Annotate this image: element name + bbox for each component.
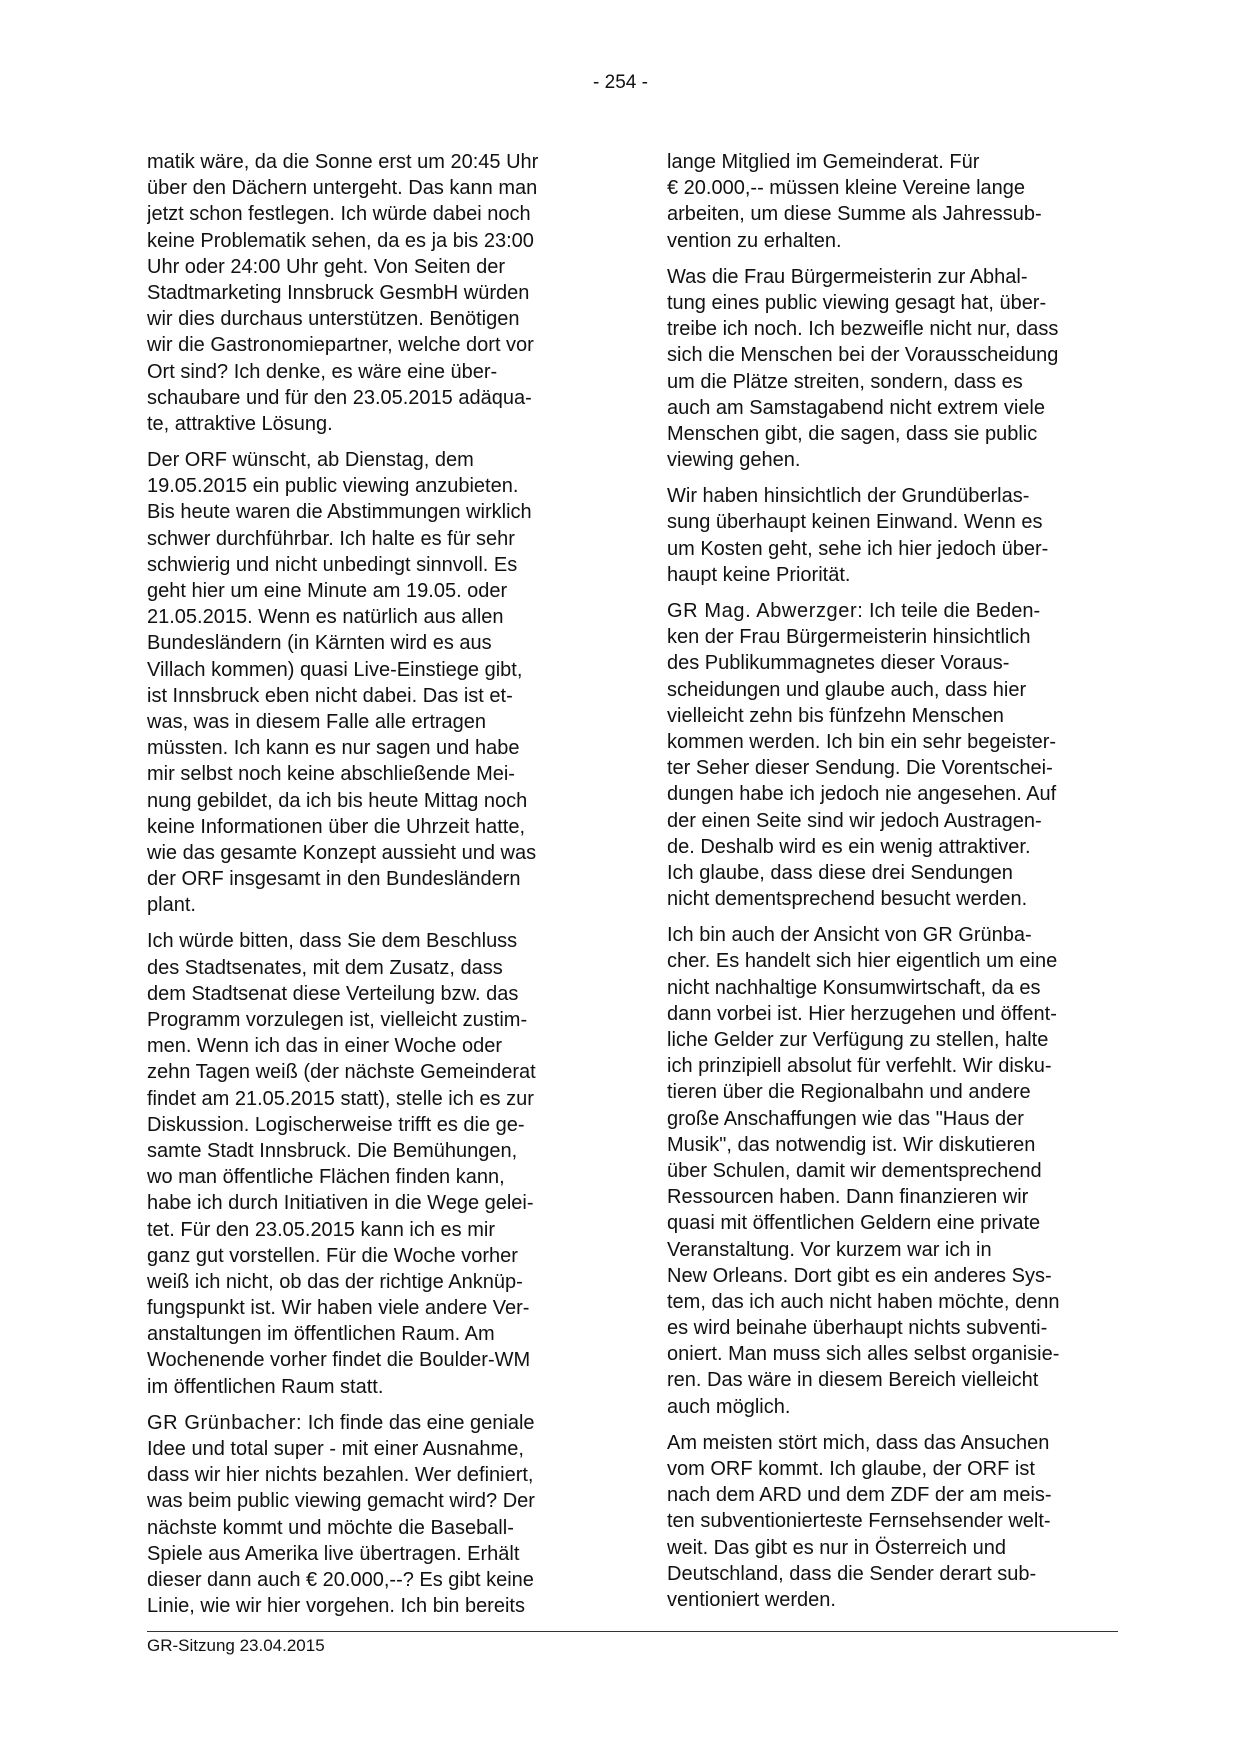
text-line: des Stadtsenates, mit dem Zusatz, dass xyxy=(147,956,503,979)
text-line: dieser dann auch € 20.000,--? Es gibt keine xyxy=(147,1568,534,1591)
text-line: ken der Frau Bürgermeisterin hinsichtlich xyxy=(667,626,1031,649)
text-line: Was die Frau Bürgermeisterin zur Abhal- xyxy=(667,265,1028,288)
text-line: cher. Es handelt sich hier eigentlich um eine xyxy=(667,950,1058,973)
text-line: Diskussion. Logischerweise trifft es die ge- xyxy=(147,1113,525,1136)
text-line: Veranstaltung. Vor kurzem war ich in xyxy=(667,1238,992,1261)
text-line: Am meisten stört mich, dass das Ansuchen xyxy=(667,1431,1050,1454)
text-line: ventioniert werden. xyxy=(667,1588,836,1611)
text-line: Ich bin auch der Ansicht von GR Grünba- xyxy=(667,924,1032,947)
text-line: men. Wenn ich das in einer Woche oder xyxy=(147,1035,503,1058)
text-line: Ort sind? Ich denke, es wäre eine über- xyxy=(147,360,498,383)
paragraph-lines xyxy=(147,1436,602,1619)
text-line: nach dem ARD und dem ZDF der am meis- xyxy=(667,1484,1052,1507)
text-line: schwer durchführbar. Ich halte es für sehr xyxy=(147,527,515,550)
text-line: schwierig und nicht unbedingt sinnvoll. Es xyxy=(147,553,518,576)
text-line: wir dies durchaus unterstützen. Benötigen xyxy=(147,308,520,331)
text-line: Linie, wie wir hier vorgehen. Ich bin bereits xyxy=(147,1595,525,1618)
text-line: nicht dementsprechend besucht werden. xyxy=(667,888,1028,911)
speaker-name: GR Mag. Abwerzger: xyxy=(667,600,864,622)
text-line: vielleicht zehn bis fünfzehn Menschen xyxy=(667,704,1004,727)
text-line: de. Deshalb wird es ein wenig attraktiver. xyxy=(667,835,1031,858)
text-line: plant. xyxy=(147,894,196,917)
paragraph xyxy=(667,922,1122,1420)
text-line: geht hier um eine Minute am 19.05. oder xyxy=(147,580,508,602)
text-line: Menschen gibt, die sagen, dass sie public xyxy=(667,422,1038,445)
text-line: ten subventionierteste Fernsehsender welt- xyxy=(667,1510,1051,1533)
text-line: Wir haben hinsichtlich der Grundüberlas- xyxy=(667,485,1030,508)
page-number: - 254 - xyxy=(593,72,648,93)
text-line: müssten. Ich kann es nur sagen und habe xyxy=(147,737,520,760)
text-line: tem, das ich auch nicht haben möchte, denn xyxy=(667,1290,1060,1313)
text-line: tieren über die Regionalbahn und andere xyxy=(667,1081,1031,1104)
text-line xyxy=(667,598,1122,624)
paragraph-lines xyxy=(667,624,1122,912)
text-line: treibe ich noch. Ich bezweifle nicht nur, dass xyxy=(667,318,1059,341)
text-line: arbeiten, um diese Summe als Jahressub- xyxy=(667,203,1042,226)
text-line: um Kosten geht, sehe ich hier jedoch über- xyxy=(667,537,1049,560)
text-line: viewing gehen. xyxy=(667,449,801,472)
text-line: nung gebildet, da ich bis heute Mittag noch xyxy=(147,789,528,812)
text-line: ter Seher dieser Sendung. Die Vorentschei- xyxy=(667,757,1053,780)
text-line: matik wäre, da die Sonne erst um 20:45 Uhr xyxy=(147,151,539,173)
text-line: dann vorbei ist. Hier herzugehen und öffent- xyxy=(667,1002,1057,1025)
paragraph xyxy=(147,928,602,1399)
text-line: Programm vorzulegen ist, vielleicht zustim- xyxy=(147,1009,528,1031)
text-line: im öffentlichen Raum statt. xyxy=(147,1375,384,1398)
text-line: was, was in diesem Falle alle ertragen xyxy=(147,710,487,733)
text-line: Deutschland, dass die Sender derart sub- xyxy=(667,1562,1037,1585)
text-line: habe ich durch Initiativen in die Wege gelei- xyxy=(147,1192,534,1215)
text-line: Villach kommen) quasi Live-Einstiege gibt, xyxy=(147,658,523,681)
right-column xyxy=(667,149,1122,1623)
text-line: Musik", das notwendig ist. Wir diskutieren xyxy=(667,1133,1036,1156)
text-line: weit. Das gibt es nur in Österreich und xyxy=(667,1536,1007,1559)
text-line: ich prinzipiell absolut für verfehlt. Wir disku- xyxy=(667,1055,1052,1078)
text-line: kommen werden. Ich bin ein sehr begeister- xyxy=(667,730,1057,753)
text-line: Bis heute waren die Abstimmungen wirklich xyxy=(147,501,532,524)
paragraph xyxy=(667,1430,1122,1613)
text-line: te, attraktive Lösung. xyxy=(147,412,333,435)
text-line: nicht nachhaltige Konsumwirtschaft, da es xyxy=(667,976,1041,999)
text-line: 19.05.2015 ein public viewing anzubieten. xyxy=(147,475,519,498)
text-line: jetzt schon festlegen. Ich würde dabei noch xyxy=(147,203,531,226)
text-line: wie das gesamte Konzept aussieht und was xyxy=(147,841,537,864)
paragraph xyxy=(667,264,1122,474)
left-column xyxy=(147,149,602,1629)
speaker-paragraph xyxy=(147,1410,602,1620)
text-line: tung eines public viewing gesagt hat, über- xyxy=(667,291,1047,314)
text-line: 21.05.2015. Wenn es natürlich aus allen xyxy=(147,606,504,629)
text-line: der ORF insgesamt in den Bundesländern xyxy=(147,868,521,891)
text-line: nächste kommt und möchte die Baseball- xyxy=(147,1516,514,1539)
text-line: anstaltungen im öffentlichen Raum. Am xyxy=(147,1323,495,1346)
text-line: wir die Gastronomiepartner, welche dort vor xyxy=(147,334,534,357)
text-line: Stadtmarketing Innsbruck GesmbH würden xyxy=(147,281,530,304)
text-line: keine Problematik sehen, da es ja bis 23:00 xyxy=(147,229,534,252)
line-text: Ich teile die Beden- xyxy=(863,600,1041,622)
text-line: mir selbst noch keine abschließende Mei- xyxy=(147,763,515,786)
speaker-paragraph xyxy=(667,598,1122,912)
text-line: Uhr oder 24:00 Uhr geht. Von Seiten der xyxy=(147,255,506,278)
text-line: ist Innsbruck eben nicht dabei. Das ist et- xyxy=(147,684,513,707)
text-line: Der ORF wünscht, ab Dienstag, dem xyxy=(147,449,474,472)
text-line: Ich glaube, dass diese drei Sendungen xyxy=(667,861,1013,884)
text-line: samte Stadt Innsbruck. Die Bemühungen, xyxy=(147,1139,518,1162)
text-line: schaubare und für den 23.05.2015 adäqua- xyxy=(147,386,532,409)
text-line: wo man öffentliche Flächen finden kann, xyxy=(147,1166,505,1189)
text-line: liche Gelder zur Verfügung zu stellen, halte xyxy=(667,1029,1049,1051)
paragraph xyxy=(147,149,602,437)
text-line xyxy=(147,1410,602,1436)
text-line: vom ORF kommt. Ich glaube, der ORF ist xyxy=(667,1458,1035,1480)
paragraph xyxy=(667,149,1122,254)
text-line: tet. Für den 23.05.2015 kann ich es mir xyxy=(147,1218,495,1241)
text-line: scheidungen und glaube auch, dass hier xyxy=(667,678,1027,701)
text-line: auch möglich. xyxy=(667,1395,791,1418)
text-line: des Publikummagnetes dieser Voraus- xyxy=(667,652,1010,675)
text-line: zehn Tagen weiß (der nächste Gemeinderat xyxy=(147,1061,536,1084)
text-line: ganz gut vorstellen. Für die Woche vorher xyxy=(147,1244,518,1267)
text-line: findet am 21.05.2015 statt), stelle ich es zur xyxy=(147,1087,534,1110)
speaker-name: GR Grünbacher: xyxy=(147,1411,303,1434)
text-line: Bundesländern (in Kärnten wird es aus xyxy=(147,632,492,655)
text-line: über Schulen, damit wir dementsprechend xyxy=(667,1159,1042,1182)
text-line: auch am Samstagabend nicht extrem viele xyxy=(667,396,1045,419)
text-line: Idee und total super - mit einer Ausnahme, xyxy=(147,1438,524,1460)
text-line: der einen Seite sind wir jedoch Austragen- xyxy=(667,809,1042,832)
footer-session-label: GR-Sitzung 23.04.2015 xyxy=(147,1636,325,1655)
text-line: um die Plätze streiten, sondern, dass es xyxy=(667,370,1023,393)
footer-divider xyxy=(147,1631,1118,1632)
text-line: New Orleans. Dort gibt es ein anderes Sys- xyxy=(667,1264,1052,1287)
text-line: lange Mitglied im Gemeinderat. Für xyxy=(667,151,980,173)
text-line: keine Informationen über die Uhrzeit hatte, xyxy=(147,815,525,838)
text-line: dass wir hier nichts bezahlen. Wer definiert, xyxy=(147,1464,534,1487)
text-line: Ich würde bitten, dass Sie dem Beschluss xyxy=(147,930,518,953)
text-line: es wird beinahe überhaupt nichts subventi- xyxy=(667,1317,1048,1340)
text-line: ren. Das wäre in diesem Bereich vielleicht xyxy=(667,1369,1039,1392)
text-line: große Anschaffungen wie das "Haus der xyxy=(667,1107,1024,1130)
paragraph xyxy=(147,447,602,918)
text-line: was beim public viewing gemacht wird? Der xyxy=(147,1490,535,1513)
text-line: quasi mit öffentlichen Geldern eine private xyxy=(667,1212,1041,1235)
text-line: Spiele aus Amerika live übertragen. Erhält xyxy=(147,1542,520,1565)
text-line: Ressourcen haben. Dann finanzieren wir xyxy=(667,1186,1029,1209)
text-line: fungspunkt ist. Wir haben viele andere Ver- xyxy=(147,1297,530,1320)
text-line: dem Stadtsenat diese Verteilung bzw. das xyxy=(147,982,519,1005)
text-line: weiß ich nicht, ob das der richtige Anknüp- xyxy=(147,1270,523,1293)
text-line: € 20.000,-- müssen kleine Vereine lange xyxy=(667,177,1026,200)
paragraph xyxy=(667,483,1122,588)
line-text: Ich finde das eine geniale xyxy=(302,1411,535,1434)
text-line: oniert. Man muss sich alles selbst organisie- xyxy=(667,1343,1060,1366)
text-line: sung überhaupt keinen Einwand. Wenn es xyxy=(667,511,1043,534)
text-line: über den Dächern untergeht. Das kann man xyxy=(147,177,538,200)
text-line: haupt keine Priorität. xyxy=(667,563,851,586)
text-line: vention zu erhalten. xyxy=(667,229,842,252)
text-line: dungen habe ich jedoch nie angesehen. Auf xyxy=(667,783,1057,806)
text-line: Wochenende vorher findet die Boulder-WM xyxy=(147,1349,531,1372)
text-line: sich die Menschen bei der Vorausscheidung xyxy=(667,344,1059,367)
